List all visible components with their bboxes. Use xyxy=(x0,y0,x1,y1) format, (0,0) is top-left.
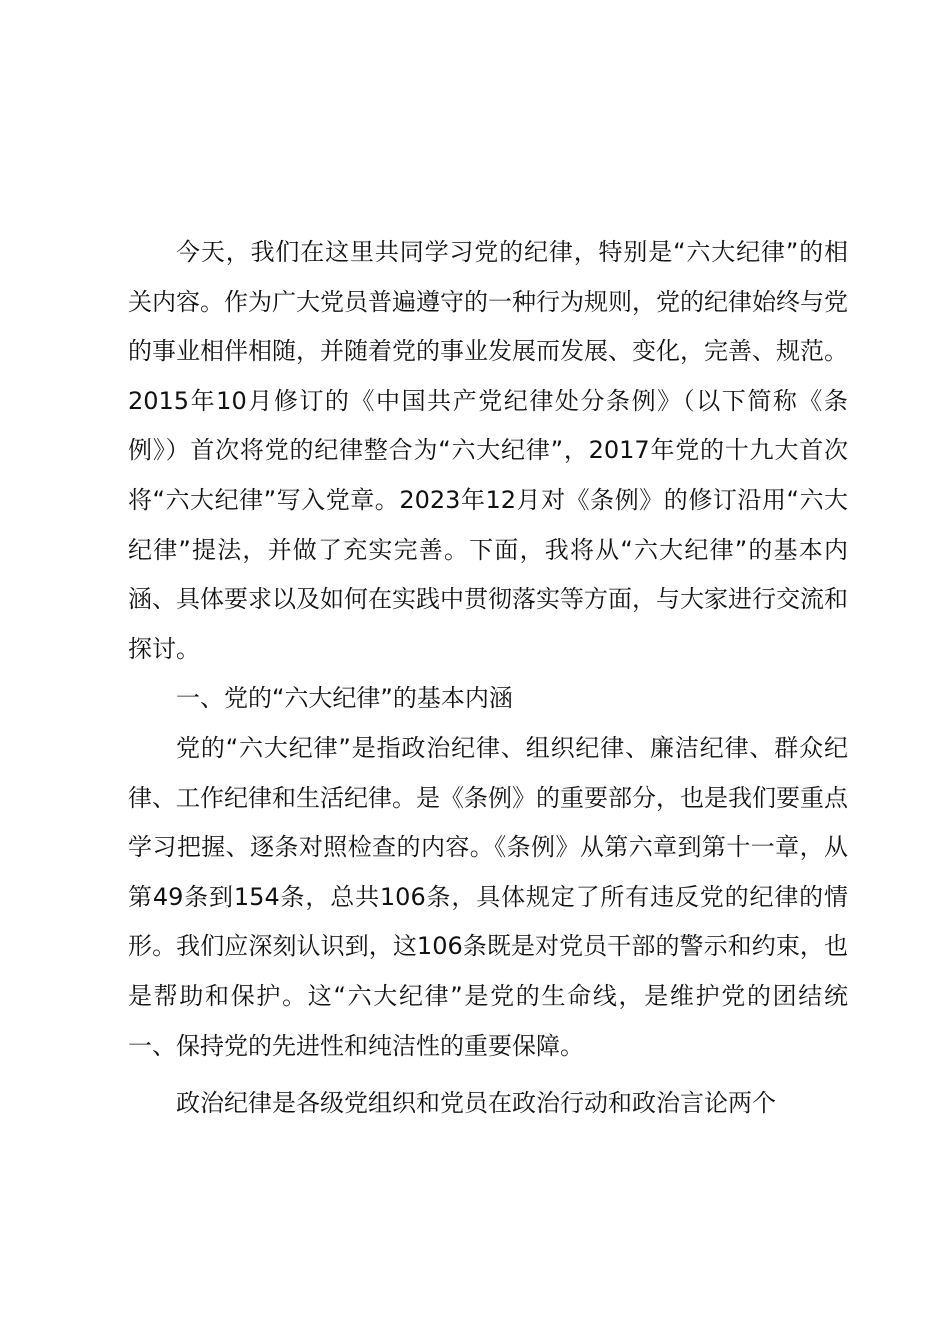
document-body xyxy=(128,228,848,1129)
section-1-paragraph: 党的“六大纪律”是指政治纪律、组织纪律、廉洁纪律、群众纪律、工作纪律和生活纪律。是《条例》的重要部分，也是我们要重点学习把握、逐条对照检查的内容。《条例》从第六章到第十一章，从第49条到154条，总共106条，具体规定了所有违反党的纪律的情形。我们应深刻认识到，这106条既是对党员干部的警示和约束，也是帮助和保护。这“六大纪律”是党的生命线，是维护党的团结统一、保持党的先进性和纯洁性的重要保障。 xyxy=(128,733,848,1060)
intro-paragraph: 今天，我们在这里共同学习党的纪律，特别是“六大纪律”的相关内容。作为广大党员普遍遵守的一种行为规则，党的纪律始终与党的事业相伴相随，并随着党的事业发展而发展、变化，完善、规范。2015年10月修订的《中国共产党纪律处分条例》（以下简称《条例》）首次将党的纪律整合为“六大纪律”，2017年党的十九大首次将“六大纪律”写入党章。2023年12月对《条例》的修订沿用“六大纪律”提法，并做了充实完善。下面，我将从“六大纪律”的基本内涵、具体要求以及如何在实践中贯彻落实等方面，与大家进行交流和探讨。 xyxy=(128,238,848,663)
political-discipline-paragraph: 政治纪律是各级党组织和党员在政治行动和政治言论两个 xyxy=(176,1089,776,1118)
section-heading-1: 一、党的“六大纪律”的基本内涵 xyxy=(176,684,513,713)
